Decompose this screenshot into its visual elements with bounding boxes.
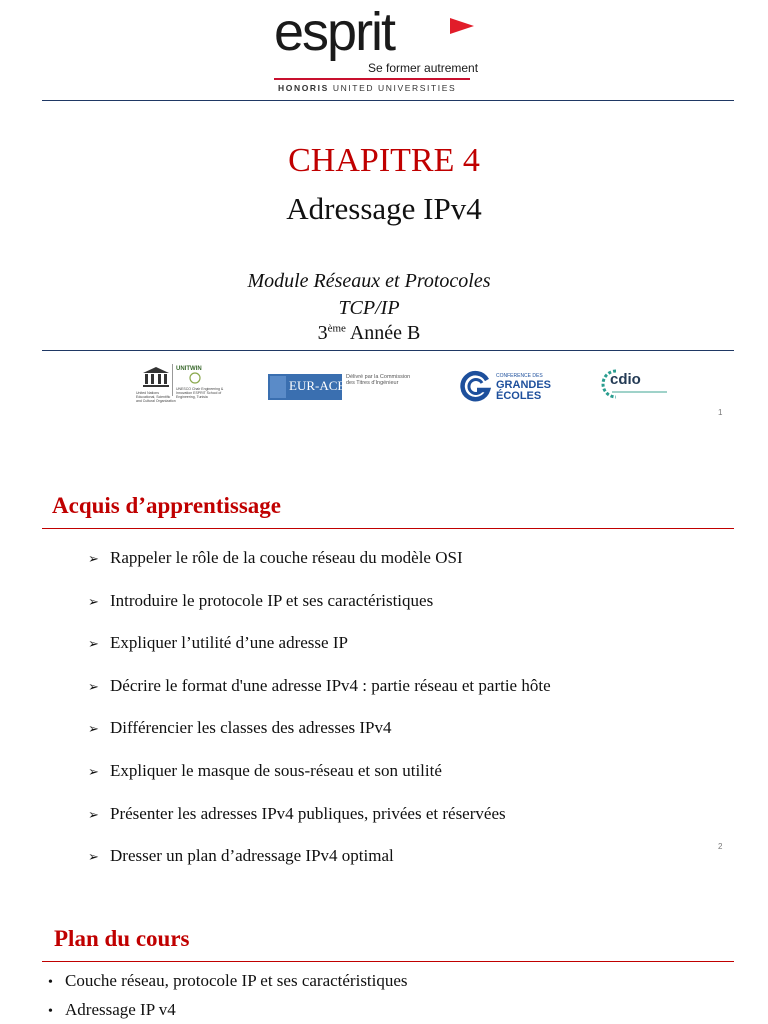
list-item: • Couche réseau, protocole IP et ses caractéristiques [48, 971, 408, 990]
module-protocol: TCP/IP [338, 297, 400, 319]
list-item: ➢ Introduire le protocole IP et ses caractéristiques [88, 591, 434, 610]
list-item: ➢ Expliquer l’utilité d’une adresse IP [88, 633, 348, 652]
eu-stars-icon [270, 376, 286, 398]
logo-tagline: Se former autrement [368, 61, 479, 75]
dot-bullet-icon: • [48, 1004, 53, 1019]
arrow-bullet-icon: ➢ [88, 849, 99, 864]
arrow-bullet-icon: ➢ [88, 551, 99, 566]
list-item: ➢ Dresser un plan d’adressage IPv4 optimal [88, 846, 394, 865]
page-number: 1 [718, 408, 723, 417]
section-heading: Plan du cours [54, 926, 190, 951]
red-flag-icon [448, 16, 476, 36]
cge-logo: CONFERENCE DES GRANDES ÉCOLES [460, 360, 570, 404]
esprit-logo [270, 2, 480, 94]
eurace-logo: EUR-ACE Délivré par la Commission des Titres d'Ingénieur [268, 360, 428, 404]
arrow-bullet-icon: ➢ [88, 679, 99, 694]
dot-bullet-icon: • [48, 975, 53, 990]
heading-divider [42, 528, 734, 529]
header-divider [42, 100, 734, 101]
footer-divider [42, 350, 734, 351]
list-item: ➢ Rappeler le rôle de la couche réseau du modèle OSI [88, 548, 463, 567]
list-item: ➢ Décrire le format d'une adresse IPv4 : partie réseau et partie hôte [88, 676, 551, 695]
arrow-bullet-icon: ➢ [88, 636, 99, 651]
section-heading: Acquis d’apprentissage [52, 493, 281, 518]
unesco-temple-icon [142, 366, 170, 388]
arrow-bullet-icon: ➢ [88, 594, 99, 609]
cdio-logo: cdio [600, 360, 680, 404]
arrow-bullet-icon: ➢ [88, 721, 99, 736]
list-item: ➢ Présenter les adresses IPv4 publiques, privées et réservées [88, 804, 506, 823]
unesco-logo: United Nations Educational, Scientific and Cultural Organization UNITWIN UNESCO Chair Engineering & Innovation ESPRIT School of Engineering, Tunisia [136, 366, 224, 403]
logo-network: HONORIS UNITED UNIVERSITIES [278, 83, 457, 93]
chapter-title: CHAPITRE 4 [288, 142, 480, 179]
arrow-bullet-icon: ➢ [88, 764, 99, 779]
year-label: 3ème Année B [317, 322, 421, 344]
heading-divider [42, 961, 734, 962]
logo-underline [274, 78, 470, 80]
list-item: • Adressage IP v4 [48, 1000, 176, 1019]
list-item: ➢ Expliquer le masque de sous-réseau et son utilité [88, 761, 442, 780]
module-name: Module Réseaux et Protocoles [247, 270, 491, 292]
logo-wordmark: esprit [274, 2, 395, 62]
unitwin-emblem-icon [188, 372, 202, 384]
arrow-bullet-icon: ➢ [88, 807, 99, 822]
chapter-subtitle: Adressage IPv4 [286, 191, 482, 226]
page-number: 2 [718, 842, 723, 851]
cge-g-icon [460, 370, 492, 402]
list-item: ➢ Différencier les classes des adresses IPv4 [88, 718, 392, 737]
